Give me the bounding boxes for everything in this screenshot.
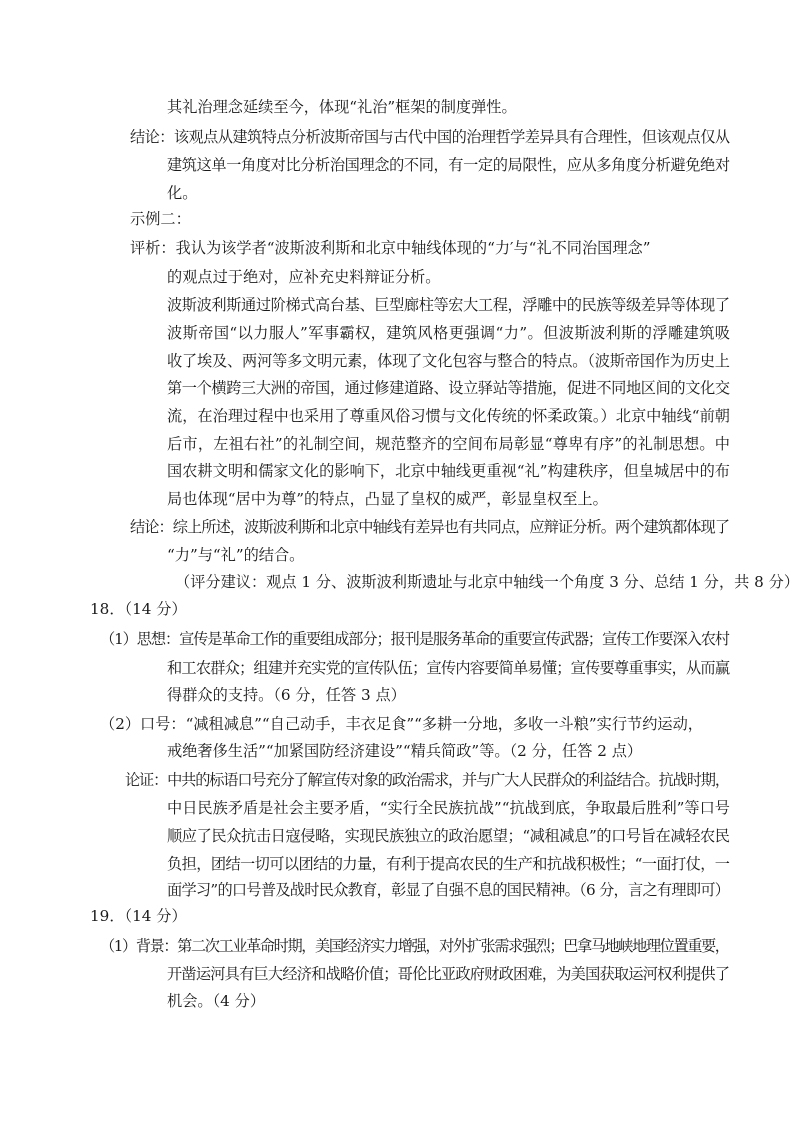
text-line: （2）口号：“减租减息”“自己动手，丰衣足食”“多耕一分地，多收一斗粮”实行节约运动，: [100, 715, 703, 733]
text-line: 机会。（4 分）: [167, 992, 266, 1010]
text-line: 国农耕文明和儒家文化的影响下，北京中轴线更重视“礼”构建秩序，但皇城居中的布: [167, 462, 731, 480]
text-line: 结论：该观点从建筑特点分析波斯帝国与古代中国的治理哲学差异具有合理性，但该观点仅从: [130, 128, 730, 146]
text-line: “力”与“礼”的结合。: [167, 546, 305, 564]
text-line: 波斯波利斯通过阶梯式高台基、巨型廊柱等宏大工程，浮雕中的民族等级差异等体现了: [167, 296, 730, 314]
text-line: 顺应了民众抗击日寇侵略，实现民族独立的政治愿望；“减租减息”的口号旨在减轻农民: [167, 827, 730, 845]
text-line: 和工农群众；组建并充实党的宣传队伍；宣传内容要简单易懂；宣传要尊重事实，从而赢: [167, 659, 730, 677]
text-line: 后市，左祖右社”的礼制空间，规范整齐的空间布局彰显“尊卑有序”的礼制思想。中: [167, 435, 731, 453]
text-line: 负担，团结一切可以团结的力量，有利于提高农民的生产和抗战积极性；“一面打仗，一: [167, 855, 730, 873]
text-line: 波斯帝国“以力服人”军事霸权，建筑风格更强调“力”。但波斯波利斯的浮雕建筑吸: [167, 324, 731, 342]
text-line: 面学习”的口号普及战时民众教育，彰显了自强不息的国民精神。（6 分，言之有理即可）: [167, 881, 730, 899]
text-line: 19．（14 分）: [90, 907, 187, 925]
text-line: 局也体现“居中为尊”的特点，凸显了皇权的威严，彰显皇权至上。: [167, 490, 608, 508]
text-line: 评析：我认为该学者“波斯波利斯和北京中轴线体现的“力′与“礼不同治国理念”: [130, 239, 651, 257]
text-line: 结论：综上所述，波斯波利斯和北京中轴线有差异也有共同点，应辩证分析。两个建筑都体现了: [130, 518, 730, 536]
text-line: 开凿运河具有巨大经济和战略价值；哥伦比亚政府财政困难，为美国获取运河权利提供了: [167, 965, 730, 983]
text-line: 18．（14 分）: [90, 600, 187, 618]
text-line: 戒绝奢侈生活”“加紧国防经济建设”“精兵简政”等。（2 分，任答 2 点）: [167, 742, 643, 760]
text-line: 流，在治理过程中也采用了尊重风俗习惯与文化传统的怀柔政策。）北京中轴线“前朝: [167, 407, 731, 425]
text-line: 收了埃及、两河等多文明元素，体现了文化包容与整合的特点。（波斯帝国作为历史上: [167, 352, 730, 370]
text-line: 示例二：: [130, 210, 191, 228]
text-line: 中日民族矛盾是社会主要矛盾，“实行全民族抗战”“抗战到底，争取最后胜利”等口号: [167, 799, 731, 817]
text-line: 的观点过于绝对，应补充史料辩证分析。: [167, 268, 441, 286]
text-line: 得群众的支持。（6 分，任答 3 点）: [167, 686, 406, 704]
text-line: （评分建议：观点 1 分、波斯波利斯遗址与北京中轴线一个角度 3 分、总结 1 分，共 8 分）: [175, 573, 800, 591]
text-line: 其礼治理念延续至今，体现“礼治”框架的制度弹性。: [167, 98, 517, 116]
text-line: （1）背景：第二次工业革命时期，美国经济实力增强，对外扩张需求强烈；巴拿马地峡地理位置重要，: [100, 937, 729, 955]
text-line: 论证：中共的标语口号充分了解宣传对象的政治需求，并与广大人民群众的利益结合。抗战时期，: [125, 771, 729, 789]
text-line: 建筑这单一角度对比分析治国理念的不同，有一定的局限性，应从多角度分析避免绝对: [167, 156, 730, 174]
text-line: 第一个横跨三大洲的帝国，通过修建道路、设立驿站等措施，促进不同地区间的文化交: [167, 379, 730, 397]
text-line: （1）思想：宣传是革命工作的重要组成部分；报刊是服务革命的重要宣传武器；宣传工作要深入农村: [100, 630, 729, 648]
text-line: 化。: [167, 184, 198, 202]
